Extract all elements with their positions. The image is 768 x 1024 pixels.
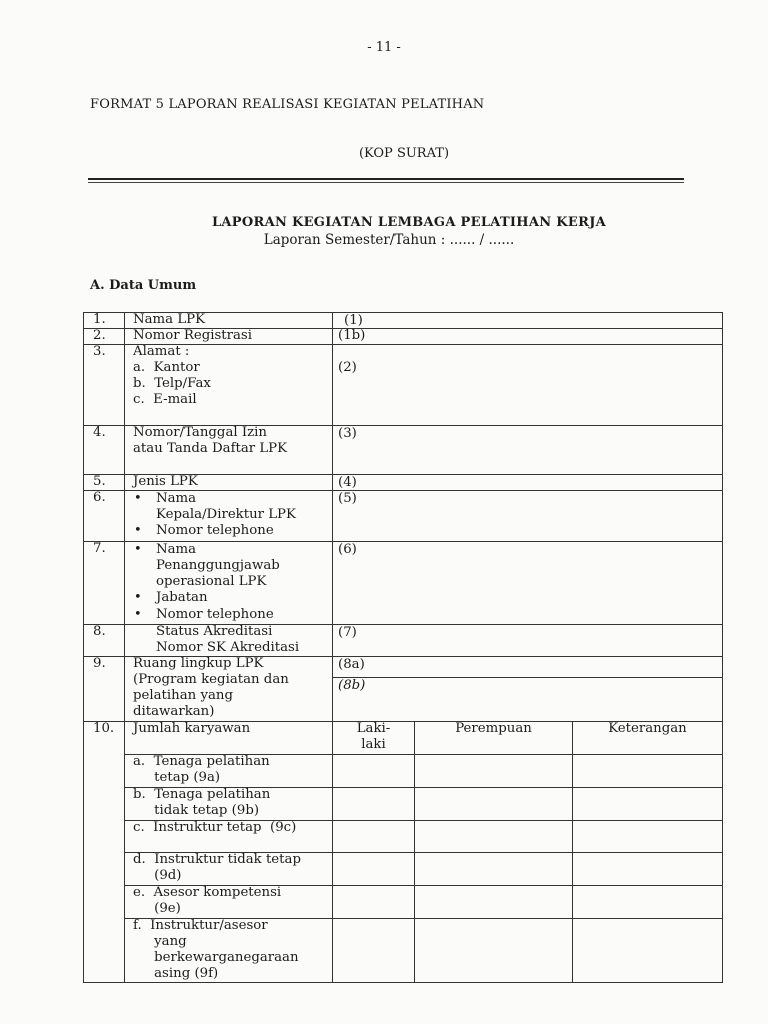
section-heading: A. Data Umum [90, 278, 197, 293]
staff-row-label: yang [133, 934, 187, 949]
row-number: 4. [93, 425, 106, 440]
column-header-laki: laki [361, 737, 386, 752]
table-rule [83, 312, 84, 983]
bullet-icon: • [134, 491, 142, 506]
row-number: 1. [93, 312, 106, 327]
staff-row-label: f. Instruktur/asesor [133, 918, 268, 933]
row-label: (Program kegiatan dan [133, 672, 289, 687]
bullet-icon: • [134, 523, 142, 538]
row-label: Jabatan [156, 590, 208, 605]
staff-row-label: (9e) [133, 901, 181, 916]
row-label: Nama [156, 542, 197, 557]
row-number: 7. [93, 541, 106, 556]
row-code: (4) [338, 475, 357, 490]
staff-row-label: berkewarganegaraan [133, 950, 299, 965]
row-label: Jenis LPK [133, 474, 198, 489]
row-label: Nomor telephone [156, 607, 274, 622]
row-sublabel: b. Telp/Fax [133, 376, 211, 391]
staff-row-label: e. Asesor kompetensi [133, 885, 282, 900]
row-number: 9. [93, 656, 106, 671]
report-subtitle: Laporan Semester/Tahun : ...... / ...... [263, 232, 515, 248]
row-label: Nama [156, 491, 197, 506]
row-label: operasional LPK [156, 574, 267, 589]
column-header-keterangan: Keterangan [608, 721, 687, 736]
column-header-laki: Laki- [356, 721, 391, 736]
row-label: pelatihan yang [133, 688, 233, 703]
staff-row-label: b. Tenaga pelatihan [133, 787, 271, 802]
row-label: Alamat : [133, 344, 190, 359]
row-code: (7) [338, 625, 357, 640]
header-rule-thin [88, 182, 684, 183]
table-rule [332, 677, 723, 678]
row-number: 6. [93, 490, 106, 505]
row-code: (8a) [338, 657, 365, 672]
row-label: Nomor SK Akreditasi [156, 640, 300, 655]
header-rule-thick [88, 178, 684, 180]
row-number: 2. [93, 328, 106, 343]
row-sublabel: c. E-mail [133, 392, 197, 407]
row-number: 8. [93, 624, 106, 639]
row-code: (6) [338, 542, 357, 557]
row-number: 5. [93, 474, 106, 489]
staff-row-label: asing (9f) [133, 966, 219, 981]
bullet-icon: • [134, 542, 142, 557]
staff-row-label: tidak tetap (9b) [133, 803, 260, 818]
row-sublabel: a. Kantor [133, 360, 200, 375]
row-label: Nomor telephone [156, 523, 274, 538]
column-header-perempuan: Perempuan [455, 721, 532, 736]
kop-surat-label: (KOP SURAT) [358, 146, 450, 161]
row-code: (8b) [338, 678, 366, 693]
table-rule [414, 721, 415, 983]
report-title: LAPORAN KEGIATAN LEMBAGA PELATIHAN KERJA [211, 215, 607, 230]
format-title: FORMAT 5 LAPORAN REALISASI KEGIATAN PELATIHAN [90, 97, 485, 112]
table-rule [572, 721, 573, 983]
page-number: - 11 - [367, 40, 401, 55]
row-number: 10. [93, 721, 115, 736]
staff-row-label: a. Tenaga pelatihan [133, 754, 270, 769]
row-label: atau Tanda Daftar LPK [133, 441, 288, 456]
row-code: (2) [338, 360, 357, 375]
table-rule [332, 312, 333, 983]
row-label: Status Akreditasi [156, 624, 273, 639]
row-number: 3. [93, 344, 106, 359]
staff-row-label: tetap (9a) [133, 770, 221, 785]
bullet-icon: • [134, 590, 142, 605]
row-label: Penanggungjawab [156, 558, 280, 573]
row-code: (1b) [338, 328, 366, 343]
table-rule [124, 312, 125, 983]
row-label: Jumlah karyawan [133, 721, 251, 736]
bullet-icon: • [134, 607, 142, 622]
table-rule [722, 312, 723, 983]
row-label: ditawarkan) [133, 704, 215, 719]
row-code: (1) [344, 313, 363, 328]
staff-row-label: d. Instruktur tidak tetap [133, 852, 301, 867]
row-label: Kepala/Direktur LPK [156, 507, 296, 522]
staff-row-label: (9d) [133, 868, 182, 883]
row-label: Nama LPK [133, 312, 206, 327]
staff-row-label: c. Instruktur tetap (9c) [133, 820, 297, 835]
row-label: Ruang lingkup LPK [133, 656, 264, 671]
row-code: (5) [338, 491, 357, 506]
row-code: (3) [338, 426, 357, 441]
row-label: Nomor/Tanggal Izin [133, 425, 267, 440]
row-label: Nomor Registrasi [133, 328, 253, 343]
